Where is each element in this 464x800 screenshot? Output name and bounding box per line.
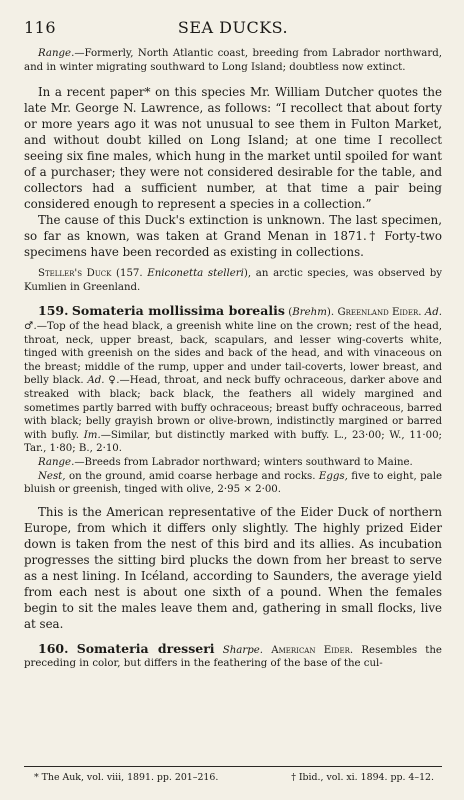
species-159-description: 159. Somateria mollissima borealis (Brehm). Greenland Eider. Ad. ♂.—Top of the head black, a greenish white line on the crown; rest of the head, throat, neck, upper breast, back, scapulars, and lesser wing-coverts white, tinged with greenish on the sides and back of the head, and with vinaceous on the breast; middle of the rump, upper and under tail-coverts, lower breast, and belly black. Ad. ♀.—Head, throat, and neck buffy ochraceous, darker above and streaked with black; back black, the feathers all widely margined and sometimes partly barred with buffy ochraceous; breast buffy ochraceous, barred with black; belly grayish brown or olive-brown, indistinctly margined or barred with bufly. Im.—Similar, but distinctly marked with buffy. L., 23·00; W., 11·00; Tar., 1·80; B., 2·10.: [24, 303, 443, 455]
species-159-nest: [24, 470, 442, 497]
species-160-number: 160.: [38, 640, 69, 656]
page-number: 116: [24, 18, 57, 37]
adult-female-label: Ad. ♀.: [87, 375, 120, 387]
nest-text: on the ground, amid coarse herbage and rocks.: [65, 470, 319, 482]
species-159-range: [24, 456, 442, 470]
nest-label: Nest,: [38, 470, 66, 482]
footnote-auk: * The Auk, vol. viii, 1891. pp. 201–216.: [34, 772, 219, 783]
species-159-authority: Brehm: [292, 307, 327, 319]
species-159-number: 159.: [38, 303, 69, 319]
adult-male-label: Ad. ♂.: [24, 307, 443, 332]
steller-paren: (157.: [111, 268, 148, 280]
species-159-range-label: Range.: [38, 456, 75, 468]
steller-name: Steller's Duck: [38, 268, 112, 280]
eggs-text: five to eight, pale bluish or greenish, tinged with olive, 2·95 × 2·00.: [24, 470, 442, 496]
species-160-text: Resembles the preceding in color, but differs in the feathering of the base of the cul-: [24, 644, 442, 670]
footnotes: [24, 772, 442, 783]
range-paragraph: [24, 47, 442, 74]
footnote-ibid: † Ibid., vol. xi. 1894. pp. 4–12.: [291, 772, 434, 783]
extinction-paragraph: The cause of this Duck's extinction is unknown. The last specimen, so far as known, was taken at Grand Menan in 1871.† Forty-two specimens have been recorded as existing in collections.: [24, 213, 442, 260]
eider-paragraph: This is the American representative of the Eider Duck of northern Europe, from which it differs only slightly. The highly prized Eider down is taken from the nest of this bird and its allies. As incubation progresses the sitting bird plucks the down from her breast to serve as a nest lining. In Icéland, according to Saunders, the average yield from each nest is about one sixth of a pound. When the females begin to sit the males leave them and, gathering in small flocks, live at sea.: [24, 504, 442, 631]
species-159-range-text: —Breeds from Labrador northward; winters southward to Maine.: [74, 456, 413, 468]
species-160-authority: Sharpe.: [222, 644, 264, 656]
immature-text: —Similar, but distinctly marked with buffy. L., 23·00; W., 11·00; Tar., 1·80; B., 2·10.: [24, 429, 442, 455]
dutcher-paragraph: In a recent paper* on this species Mr. William Dutcher quotes the late Mr. George N. Lawrence, as follows: “I recollect that about forty or more years ago it was not unusual to see them in Fulton Market, and without doubt killed on Long Island; at one time I recollect seeing six fine males, which hung in the market until spoiled for want of a purchaser; they were not considered desirable for the table, and collectors had a sufficient number, at that time a pair being considered enough to represent a species in a collection.”: [24, 85, 442, 212]
immature-label: Im.: [83, 429, 101, 441]
adult-female-text: —Head, throat, and neck buffy ochraceous, darker above and streaked with black; back black, the feathers all widely margined and sometimes partly barred with buffy ochraceous; breast buffy ochraceous, barred with black; belly grayish brown or olive-brown, indistinctly margined or barred with bufly.: [24, 375, 443, 441]
range-text: —Formerly, North Atlantic coast, breeding from Labrador northward, and in winter migrating southward to Long Island; doubtless now extinct.: [24, 48, 442, 73]
page-header: [24, 18, 442, 37]
adult-male-text: —Top of the head black, a greenish white line on the crown; rest of the head, throat, neck, upper breast, back, scapulars, and lesser wing-coverts white, tinged with greenish on the sides and back of the head, and with vinaceous on the breast; middle of the rump, upper and under tail-coverts, lower breast, and belly black.: [24, 320, 442, 387]
species-160-name: Somateria dresseri: [76, 640, 215, 656]
species-160-common-name: American Eider.: [271, 644, 354, 656]
range-label: Range.: [38, 48, 75, 59]
steller-latin: Eniconetta stelleri: [147, 268, 244, 280]
running-title: SEA DUCKS.: [177, 18, 289, 37]
species-159-common-name: Greenland Eider.: [337, 307, 422, 319]
species-160-description: [24, 642, 442, 671]
footnote-divider: [24, 766, 442, 767]
species-159-name: Somateria mollissima borealis: [71, 303, 285, 319]
eggs-label: Eggs,: [318, 470, 348, 482]
steller-rest: ), an arctic species, was observed by Kumlien in Greenland.: [24, 268, 442, 293]
steller-paragraph: [24, 267, 442, 294]
